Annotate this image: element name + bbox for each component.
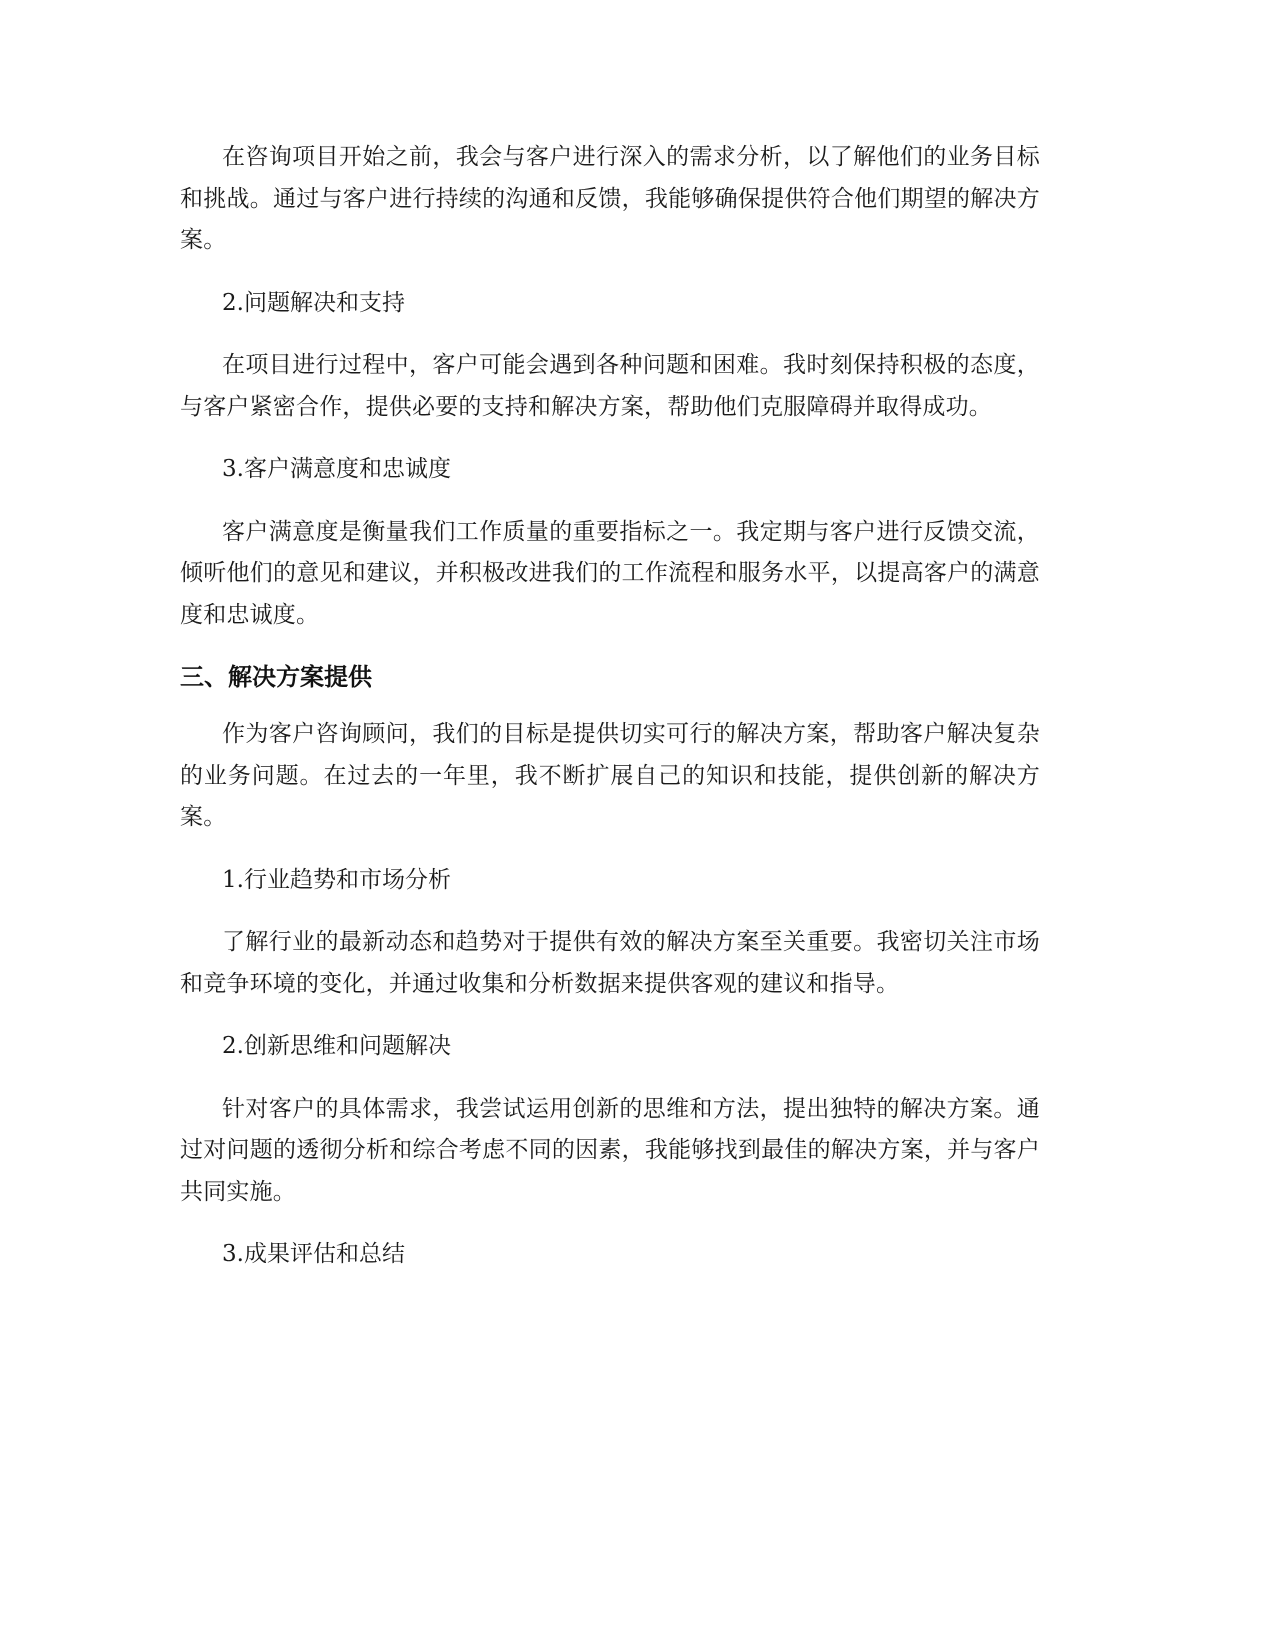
list-item-title-evaluation: 3.成果评估和总结 [222, 1241, 405, 1267]
spacer [180, 1068, 1040, 1089]
list-item-title-satisfaction: 3.客户满意度和忠诚度 [222, 456, 451, 482]
document-page [180, 137, 1040, 1276]
spacer [180, 839, 1040, 860]
paragraph-needs-analysis: 在咨询项目开始之前，我会与客户进行深入的需求分析，以了解他们的业务目标和挑战。通过与客户进行持续的沟通和反馈，我能够确保提供符合他们期望的解决方案。 [180, 144, 1040, 253]
spacer [180, 1005, 1040, 1026]
spacer [180, 1213, 1040, 1234]
list-item-title-innovation: 2.创新思维和问题解决 [222, 1033, 451, 1059]
paragraph-solutions-intro: 作为客户咨询顾问，我们的目标是提供切实可行的解决方案，帮助客户解决复杂的业务问题。在过去的一年里，我不断扩展自己的知识和技能，提供创新的解决方案。 [180, 721, 1040, 830]
paragraph-industry-trends: 了解行业的最新动态和趋势对于提供有效的解决方案至关重要。我密切关注市场和竞争环境的变化，并通过收集和分析数据来提供客观的建议和指导。 [180, 929, 1040, 997]
spacer [180, 491, 1040, 512]
spacer [180, 636, 1040, 657]
spacer [180, 901, 1040, 922]
list-item-title-problem-solving: 2.问题解决和支持 [222, 289, 405, 316]
section-heading-solutions: 三、解决方案提供 [180, 663, 372, 691]
paragraph-satisfaction: 客户满意度是衡量我们工作质量的重要指标之一。我定期与客户进行反馈交流，倾听他们的意见和建议，并积极改进我们的工作流程和服务水平，以提高客户的满意度和忠诚度。 [180, 518, 1040, 628]
list-item-title-industry-trends: 1.行业趋势和市场分析 [222, 866, 451, 893]
paragraph-problem-solving: 在项目进行过程中，客户可能会遇到各种问题和困难。我时刻保持积极的态度，与客户紧密合作，提供必要的支持和解决方案，帮助他们克服障碍并取得成功。 [180, 352, 1040, 420]
spacer [180, 324, 1040, 345]
paragraph-innovation: 针对客户的具体需求，我尝试运用创新的思维和方法，提出独特的解决方案。通过对问题的透彻分析和综合考虑不同的因素，我能够找到最佳的解决方案，并与客户共同实施。 [180, 1095, 1040, 1205]
spacer [180, 262, 1040, 283]
spacer [180, 428, 1040, 449]
spacer [180, 698, 1040, 714]
